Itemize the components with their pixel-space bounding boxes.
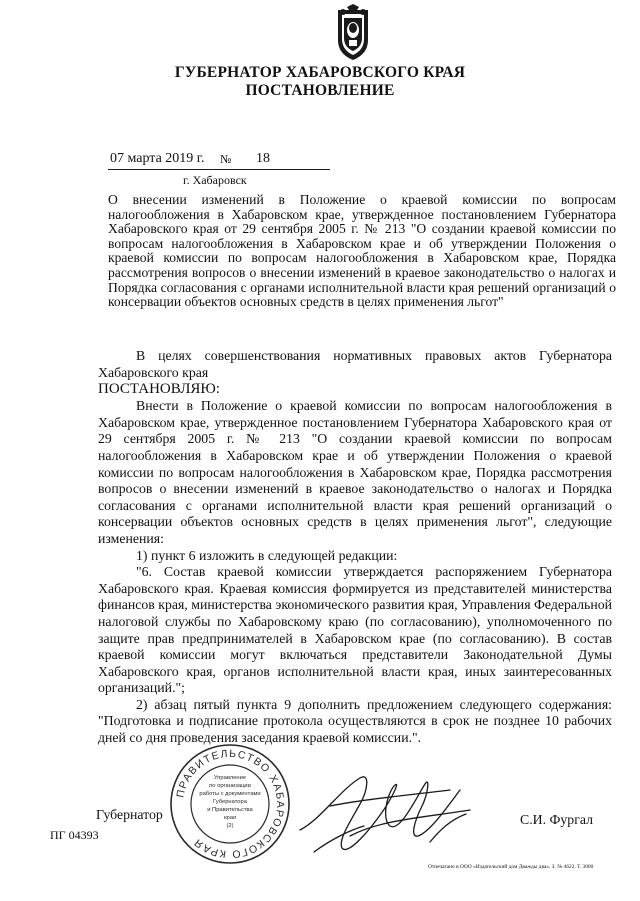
document-city: г. Хабаровск — [183, 173, 247, 187]
body-paragraph-intro: В целях совершенствования нормативных правовых актов Губернатора Хабаровского края — [98, 348, 612, 380]
body-paragraph-main: Внести в Положение о краевой комиссии по вопросам налогообложения в Хабаровском крае, утвержденное постановлением Губернатора Хабаровского края от 29 сентября 2005 г. № 213 "О создании краевой комиссии по вопросам налогообложения в Хабаровском крае и об утверждении Положения о краевой комиссии по вопросам налогообложения в Хабаровском крае, Порядка рассмотрения вопросов о внесении изменений в краевое законодательство о налогах и Порядка согласования с органами исполнительной власти края решений организаций о консервации объектов основных средств в целях применения льгот", следующие изменения: — [98, 398, 612, 546]
official-stamp — [168, 742, 292, 866]
body-paragraph-item-1: 1) пункт 6 изложить в следующей редакции: — [136, 547, 398, 563]
printer-imprint: Отпечатано в ООО «Издательский дом Дважды два». З. № 4622. Т. 3000 — [428, 864, 594, 870]
body-paragraph-item-2: 2) абзац пятый пункта 9 дополнить предложением следующего содержания: "Подготовка и подписание протокола осуществляются в срок не позднее 10 рабочих дней со дня проведения заседания краевой комиссии.". — [98, 696, 612, 746]
org-title: ГУБЕРНАТОР ХАБАРОВСКОГО КРАЯ — [174, 64, 466, 81]
stamp-line: по организации — [209, 783, 251, 789]
document-body — [98, 348, 612, 747]
stamp-line: Губернатора — [213, 799, 247, 805]
stamp-line: и Правительства — [207, 807, 253, 813]
stamp-line: работы с документами — [199, 791, 261, 797]
handwritten-signature — [290, 760, 490, 870]
stamp-line: края — [223, 815, 237, 821]
document-date: 07 марта 2019 г. — [110, 151, 205, 166]
body-paragraph-item-6-text: "6. Состав краевой комиссии утверждается распоряжением Губернатора Хабаровского края. Краевая комиссия формируется из представителей министерства финансов края, министерства экономического развития края, Управления Федеральной налоговой службы по Хабаровскому краю (по согласованию), уполномоченного по защите прав предпринимателей в Хабаровском крае (по согласованию). В состав краевой комиссии могут включаться представители Законодательной Думы Хабаровского края, органов исполнительной власти края, иных заинтересованных организаций."; — [98, 564, 612, 696]
document-preamble: О внесении изменений в Положение о краевой комиссии по вопросам налогообложения в Хабаровском крае, утвержденное постановлением Губернатора Хабаровского края от 29 сентября 2005 г. № 213 "О создании краевой комиссии по вопросам налогообложения в Хабаровском крае и об утверждении Положения о краевой комиссии по вопросам налогообложения в Хабаровском крае, Порядка рассмотрения вопросов о внесении изменений в краевое законодательство о налогах и Порядка согласования с органами исполнительной власти края решений организаций о консервации объектов основных средств в целях применения льгот" — [108, 192, 616, 310]
coat-of-arms-emblem — [330, 4, 376, 62]
number-sign: № — [220, 152, 232, 166]
document-number: 18 — [256, 151, 270, 166]
signatory-name: С.И. Фургал — [520, 812, 593, 827]
stamp-line: (2) — [226, 823, 234, 829]
stamp-ring-text: ПРАВИТЕЛЬСТВО ХАБАРОВСКОГО КРАЯ — [174, 747, 287, 861]
document-type-heading: ПОСТАНОВЛЕНИЕ — [245, 82, 395, 99]
date-number-line — [108, 150, 330, 170]
decree-heading: ПОСТАНОВЛЯЮ: — [98, 381, 220, 398]
stamp-line: Управление — [213, 775, 247, 781]
signatory-title: Губернатор — [96, 807, 163, 822]
document-code: ПГ 04393 — [50, 828, 99, 842]
